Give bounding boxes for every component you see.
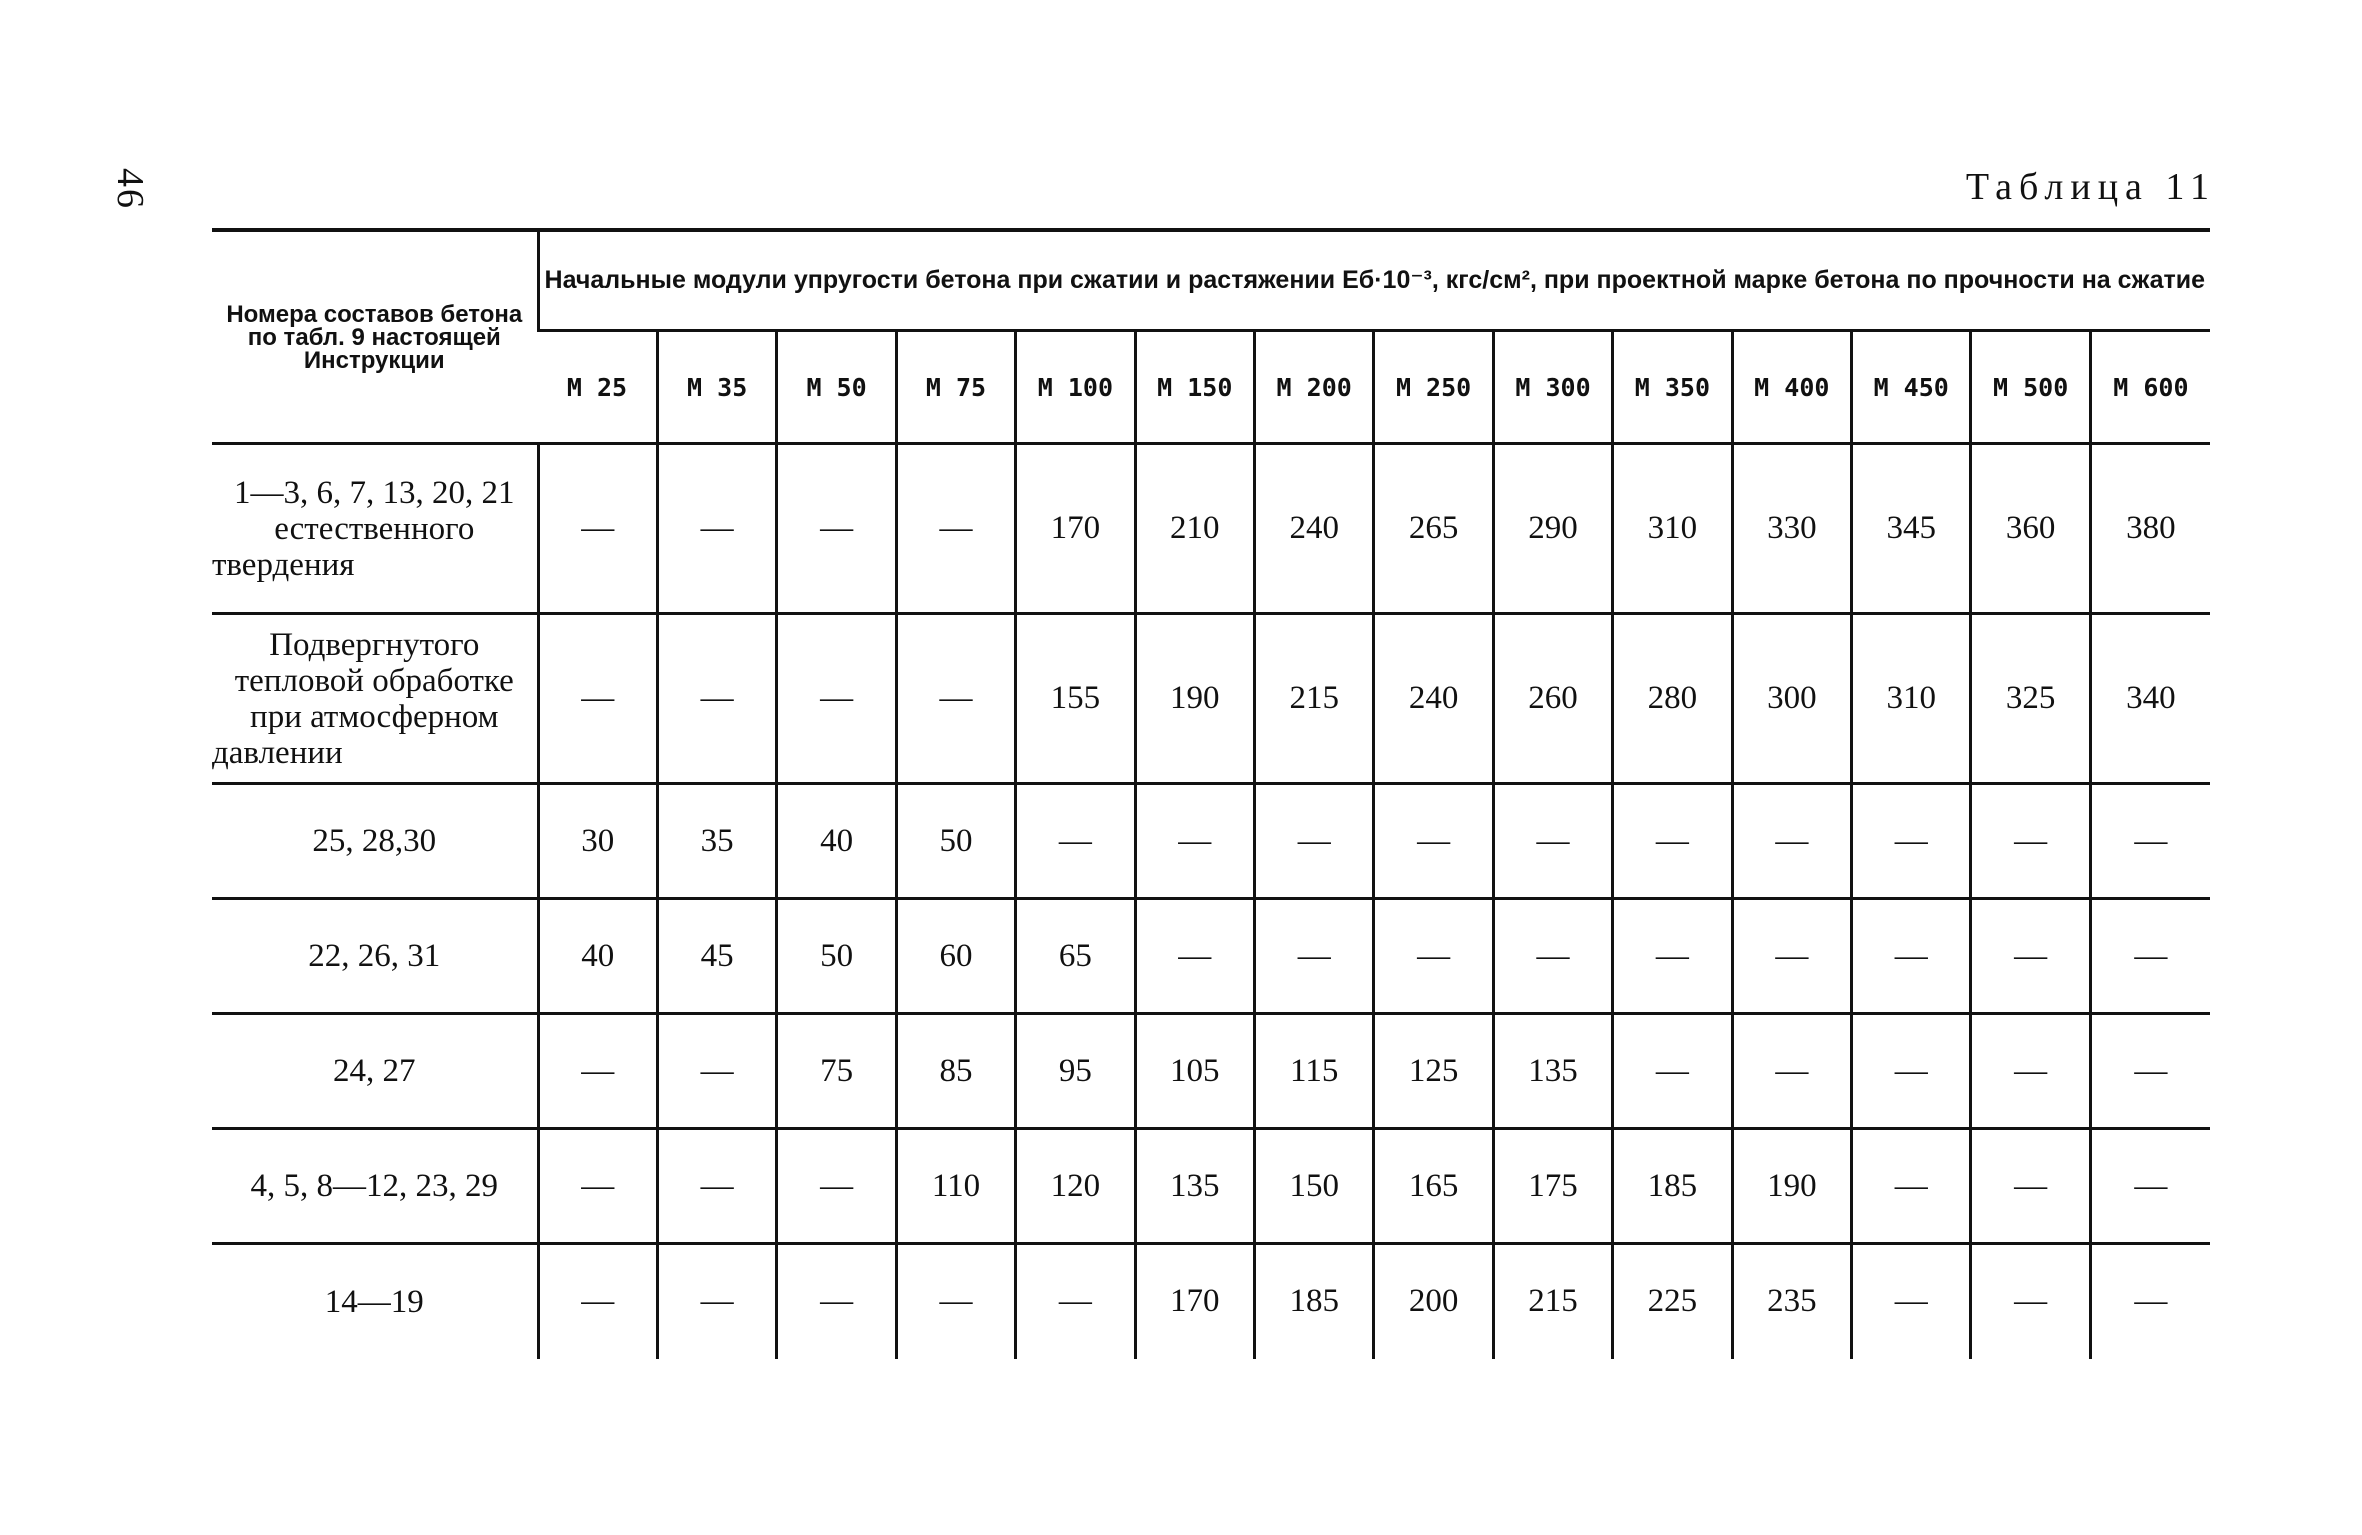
row-label: 14—19 — [212, 1244, 538, 1359]
grade-header: М 75 — [896, 331, 1015, 444]
table-cell: 115 — [1254, 1014, 1373, 1129]
table-cell: — — [1493, 784, 1612, 899]
table-cell: 380 — [2090, 444, 2210, 614]
table-cell: — — [1613, 1014, 1732, 1129]
table-cell: — — [1852, 1129, 1971, 1244]
row-label: 4, 5, 8—12, 23, 29 — [212, 1129, 538, 1244]
table-cell: — — [1613, 784, 1732, 899]
table-cell: 170 — [1016, 444, 1135, 614]
table-cell: 30 — [538, 784, 657, 899]
table-cell: — — [1852, 1014, 1971, 1129]
table-cell: 330 — [1732, 444, 1851, 614]
table-cell: — — [1374, 784, 1493, 899]
table-cell: 165 — [1374, 1129, 1493, 1244]
table-cell: 215 — [1493, 1244, 1612, 1359]
table-row — [212, 1129, 2210, 1244]
table-cell: 60 — [896, 899, 1015, 1014]
row-label: 24, 27 — [212, 1014, 538, 1129]
table-cell: 185 — [1254, 1244, 1373, 1359]
table-cell: — — [896, 614, 1015, 784]
table-cell: — — [1852, 784, 1971, 899]
table-cell: — — [1971, 784, 2090, 899]
table-cell: — — [1732, 899, 1851, 1014]
table-cell: 110 — [896, 1129, 1015, 1244]
table-cell: — — [1971, 1129, 2090, 1244]
table-cell: 40 — [777, 784, 896, 899]
table-cell: 280 — [1613, 614, 1732, 784]
row-label: 25, 28,30 — [212, 784, 538, 899]
table-cell: — — [657, 1244, 776, 1359]
table-row — [212, 1244, 2210, 1359]
table-row — [212, 444, 2210, 614]
table-cell: 190 — [1135, 614, 1254, 784]
grade-header: М 400 — [1732, 331, 1851, 444]
table-cell: — — [1971, 899, 2090, 1014]
table-cell: — — [777, 614, 896, 784]
table-cell: — — [538, 1244, 657, 1359]
table-cell: 200 — [1374, 1244, 1493, 1359]
table-cell: — — [2090, 784, 2210, 899]
table-cell: 185 — [1613, 1129, 1732, 1244]
table-cell: 235 — [1732, 1244, 1851, 1359]
table-row — [212, 614, 2210, 784]
grade-header: М 150 — [1135, 331, 1254, 444]
table-cell: 135 — [1135, 1129, 1254, 1244]
table-cell: — — [2090, 1244, 2210, 1359]
table-cell: 300 — [1732, 614, 1851, 784]
table-cell: — — [1016, 784, 1135, 899]
table-cell: 360 — [1971, 444, 2090, 614]
grade-header: М 50 — [777, 331, 896, 444]
table-cell: 240 — [1374, 614, 1493, 784]
table-row — [212, 784, 2210, 899]
table-cell: — — [1254, 899, 1373, 1014]
table-cell: — — [1732, 1014, 1851, 1129]
table-cell: 50 — [896, 784, 1015, 899]
table-cell: 265 — [1374, 444, 1493, 614]
table-cell: — — [538, 444, 657, 614]
table-cell: 240 — [1254, 444, 1373, 614]
table-row — [212, 1014, 2210, 1129]
table-cell: 175 — [1493, 1129, 1612, 1244]
table-caption: Таблица 11 — [1965, 166, 2216, 208]
table-cell: — — [538, 1014, 657, 1129]
row-label: Подвергнутого тепловой обработке при атмосферном давлении — [212, 614, 538, 784]
table-body — [212, 444, 2210, 1359]
table-cell: — — [896, 444, 1015, 614]
table-cell: 105 — [1135, 1014, 1254, 1129]
table-cell: — — [1852, 899, 1971, 1014]
table-cell: 50 — [777, 899, 896, 1014]
table-cell: 225 — [1613, 1244, 1732, 1359]
table-cell: — — [1732, 784, 1851, 899]
table-cell: — — [2090, 1129, 2210, 1244]
table-cell: 310 — [1852, 614, 1971, 784]
table-cell: 75 — [777, 1014, 896, 1129]
table-cell: — — [777, 1244, 896, 1359]
table-cell: — — [1852, 1244, 1971, 1359]
grade-header: М 100 — [1016, 331, 1135, 444]
table-cell: 170 — [1135, 1244, 1254, 1359]
table-cell: — — [2090, 899, 2210, 1014]
table-cell: 125 — [1374, 1014, 1493, 1129]
table-cell: 65 — [1016, 899, 1135, 1014]
table-cell: 120 — [1016, 1129, 1135, 1244]
table-cell: — — [657, 614, 776, 784]
corner-header: Номера составов бетона по табл. 9 настоящей Инструкции — [212, 230, 538, 444]
table-cell: — — [1971, 1014, 2090, 1129]
table-cell: — — [1374, 899, 1493, 1014]
grade-header: М 350 — [1613, 331, 1732, 444]
table-cell: 190 — [1732, 1129, 1851, 1244]
grade-header: М 35 — [657, 331, 776, 444]
table-cell: 345 — [1852, 444, 1971, 614]
table-cell: 95 — [1016, 1014, 1135, 1129]
table-cell: — — [657, 1014, 776, 1129]
table-cell: 155 — [1016, 614, 1135, 784]
page-number: 46 — [109, 168, 151, 210]
table-cell: — — [538, 1129, 657, 1244]
table-cell: 150 — [1254, 1129, 1373, 1244]
table-cell: — — [777, 444, 896, 614]
table-cell: 85 — [896, 1014, 1015, 1129]
table-cell: 215 — [1254, 614, 1373, 784]
grade-header: М 600 — [2090, 331, 2210, 444]
table-cell: — — [657, 1129, 776, 1244]
table-cell: 40 — [538, 899, 657, 1014]
table-cell: 135 — [1493, 1014, 1612, 1129]
table-cell: 210 — [1135, 444, 1254, 614]
table-cell: — — [657, 444, 776, 614]
table-cell: 310 — [1613, 444, 1732, 614]
grade-header: М 450 — [1852, 331, 1971, 444]
table-cell: — — [1971, 1244, 2090, 1359]
table-cell: 45 — [657, 899, 776, 1014]
table-cell: — — [1254, 784, 1373, 899]
table-cell: — — [538, 614, 657, 784]
grade-header: М 250 — [1374, 331, 1493, 444]
row-label: 1—3, 6, 7, 13, 20, 21 естественного твердения — [212, 474, 515, 583]
grade-header: М 500 — [1971, 331, 2090, 444]
grade-header: М 200 — [1254, 331, 1373, 444]
table-cell: 290 — [1493, 444, 1612, 614]
table-cell: — — [1016, 1244, 1135, 1359]
table-cell: — — [1493, 899, 1612, 1014]
grade-header: М 25 — [538, 331, 657, 444]
table-cell: — — [1613, 899, 1732, 1014]
table-cell: — — [1135, 899, 1254, 1014]
table-cell: 325 — [1971, 614, 2090, 784]
super-header: Начальные модули упругости бетона при сжатии и растяжении Eб·10⁻³, кгс/см², при проектной марке бетона по прочности на сжатие — [538, 230, 2210, 331]
table-cell: — — [2090, 1014, 2210, 1129]
row-label: 22, 26, 31 — [212, 899, 538, 1014]
elastic-modulus-table — [212, 228, 2210, 1359]
table-cell: 35 — [657, 784, 776, 899]
table-cell: — — [1135, 784, 1254, 899]
grade-header: М 300 — [1493, 331, 1612, 444]
table-row — [212, 899, 2210, 1014]
table-cell: — — [777, 1129, 896, 1244]
table-cell: — — [896, 1244, 1015, 1359]
table-cell: 260 — [1493, 614, 1612, 784]
table-cell: 340 — [2090, 614, 2210, 784]
